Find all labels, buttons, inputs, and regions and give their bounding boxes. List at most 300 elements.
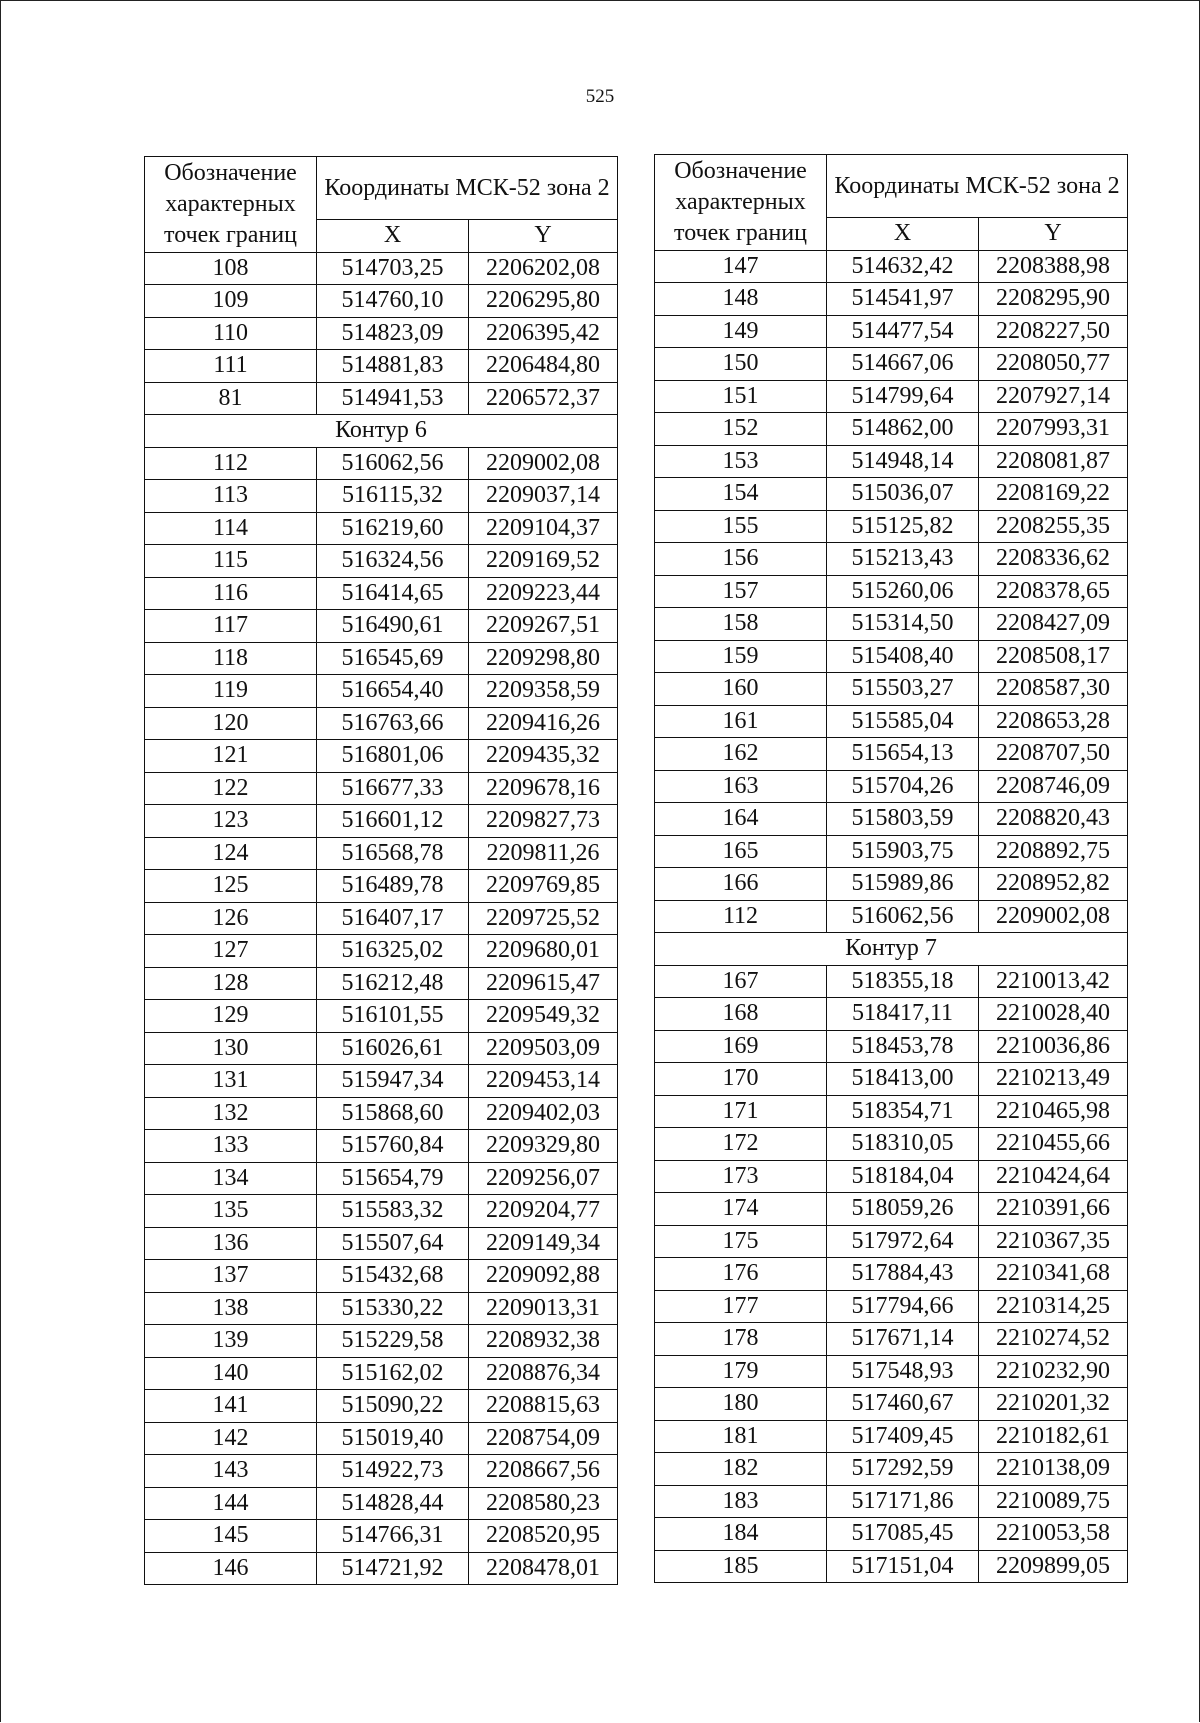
y-cell: 2210455,66 (979, 1128, 1128, 1161)
y-cell: 2210274,52 (979, 1323, 1128, 1356)
x-cell: 516062,56 (827, 900, 979, 933)
x-cell: 516325,02 (317, 935, 469, 968)
table-row (655, 250, 1128, 283)
point-cell: 118 (145, 642, 317, 675)
point-cell: 176 (655, 1258, 827, 1291)
table-row (145, 1130, 618, 1163)
table-row (655, 1128, 1128, 1161)
y-cell: 2208653,28 (979, 705, 1128, 738)
table-row (145, 935, 618, 968)
table-row (655, 705, 1128, 738)
x-cell: 517548,93 (827, 1355, 979, 1388)
point-cell: 136 (145, 1227, 317, 1260)
x-cell: 518354,71 (827, 1095, 979, 1128)
point-cell: 185 (655, 1550, 827, 1583)
table-row (655, 413, 1128, 446)
table-row (655, 1030, 1128, 1063)
point-cell: 150 (655, 348, 827, 381)
point-cell: 111 (145, 350, 317, 383)
y-cell: 2209256,07 (469, 1162, 618, 1195)
x-cell: 515903,75 (827, 835, 979, 868)
y-cell: 2206572,37 (469, 382, 618, 415)
x-cell: 516324,56 (317, 545, 469, 578)
point-cell: 166 (655, 868, 827, 901)
y-cell: 2209358,59 (469, 675, 618, 708)
x-cell: 514721,92 (317, 1552, 469, 1585)
x-cell: 518184,04 (827, 1160, 979, 1193)
table-row (145, 317, 618, 350)
table-body (145, 252, 618, 1585)
y-cell: 2208892,75 (979, 835, 1128, 868)
y-cell: 2209104,37 (469, 512, 618, 545)
x-cell: 516677,33 (317, 772, 469, 805)
table-row (145, 1065, 618, 1098)
y-cell: 2208081,87 (979, 445, 1128, 478)
point-cell: 165 (655, 835, 827, 868)
table-row (655, 868, 1128, 901)
table-row (145, 577, 618, 610)
y-cell: 2209169,52 (469, 545, 618, 578)
x-cell: 517292,59 (827, 1453, 979, 1486)
x-cell: 515583,32 (317, 1195, 469, 1228)
table-row (145, 1032, 618, 1065)
x-cell: 515654,13 (827, 738, 979, 771)
y-cell: 2210367,35 (979, 1225, 1128, 1258)
table-row (145, 512, 618, 545)
x-cell: 517085,45 (827, 1518, 979, 1551)
point-cell: 116 (145, 577, 317, 610)
header-y: Y (469, 220, 618, 253)
table-row (145, 252, 618, 285)
point-cell: 124 (145, 837, 317, 870)
table-row (145, 1390, 618, 1423)
y-cell: 2208952,82 (979, 868, 1128, 901)
y-cell: 2206395,42 (469, 317, 618, 350)
point-cell: 123 (145, 805, 317, 838)
header-x: X (827, 218, 979, 251)
table-row (145, 675, 618, 708)
point-cell: 171 (655, 1095, 827, 1128)
x-cell: 517151,04 (827, 1550, 979, 1583)
x-cell: 518413,00 (827, 1063, 979, 1096)
table-row (655, 380, 1128, 413)
y-cell: 2210201,32 (979, 1388, 1128, 1421)
x-cell: 516763,66 (317, 707, 469, 740)
x-cell: 514948,14 (827, 445, 979, 478)
table-row (655, 1193, 1128, 1226)
table-row (145, 1357, 618, 1390)
table-row (655, 575, 1128, 608)
x-cell: 516101,55 (317, 1000, 469, 1033)
x-cell: 515125,82 (827, 510, 979, 543)
point-cell: 110 (145, 317, 317, 350)
x-cell: 516490,61 (317, 610, 469, 643)
y-cell: 2208508,17 (979, 640, 1128, 673)
x-cell: 516414,65 (317, 577, 469, 610)
point-cell: 115 (145, 545, 317, 578)
y-cell: 2208520,95 (469, 1520, 618, 1553)
header-coordinates-title: Координаты МСК-52 зона 2 (317, 157, 618, 220)
table-row (145, 967, 618, 1000)
x-cell: 515760,84 (317, 1130, 469, 1163)
table-row (655, 770, 1128, 803)
point-cell: 170 (655, 1063, 827, 1096)
table-row (145, 642, 618, 675)
table-row (655, 1323, 1128, 1356)
x-cell: 516801,06 (317, 740, 469, 773)
table-row (145, 285, 618, 318)
y-cell: 2208820,43 (979, 803, 1128, 836)
x-cell: 515654,79 (317, 1162, 469, 1195)
y-cell: 2209092,88 (469, 1260, 618, 1293)
point-cell: 81 (145, 382, 317, 415)
point-cell: 179 (655, 1355, 827, 1388)
table-row (145, 610, 618, 643)
x-cell: 515408,40 (827, 640, 979, 673)
point-cell: 125 (145, 870, 317, 903)
table-row (655, 445, 1128, 478)
x-cell: 515803,59 (827, 803, 979, 836)
x-cell: 516219,60 (317, 512, 469, 545)
x-cell: 515947,34 (317, 1065, 469, 1098)
x-cell: 515330,22 (317, 1292, 469, 1325)
y-cell: 2209013,31 (469, 1292, 618, 1325)
point-cell: 159 (655, 640, 827, 673)
y-cell: 2208378,65 (979, 575, 1128, 608)
y-cell: 2209725,52 (469, 902, 618, 935)
table-row (655, 640, 1128, 673)
point-cell: 126 (145, 902, 317, 935)
table-row (655, 543, 1128, 576)
y-cell: 2208932,38 (469, 1325, 618, 1358)
table-row (655, 1550, 1128, 1583)
table-row (145, 1097, 618, 1130)
x-cell: 515090,22 (317, 1390, 469, 1423)
y-cell: 2210182,61 (979, 1420, 1128, 1453)
coordinates-table-left (144, 156, 618, 1585)
y-cell: 2209329,80 (469, 1130, 618, 1163)
y-cell: 2210424,64 (979, 1160, 1128, 1193)
table-row (655, 1225, 1128, 1258)
table-row (655, 1485, 1128, 1518)
point-cell: 173 (655, 1160, 827, 1193)
table-row (655, 348, 1128, 381)
point-cell: 117 (145, 610, 317, 643)
page-number: 525 (585, 86, 615, 107)
table-row (145, 1000, 618, 1033)
point-cell: 153 (655, 445, 827, 478)
section-label: Контур 7 (655, 933, 1128, 966)
point-cell: 157 (655, 575, 827, 608)
point-cell: 182 (655, 1453, 827, 1486)
point-cell: 137 (145, 1260, 317, 1293)
x-cell: 517460,67 (827, 1388, 979, 1421)
point-cell: 161 (655, 705, 827, 738)
point-cell: 122 (145, 772, 317, 805)
table-row (145, 1325, 618, 1358)
table-row (145, 837, 618, 870)
header-x: X (317, 220, 469, 253)
table-row (655, 1388, 1128, 1421)
point-cell: 174 (655, 1193, 827, 1226)
x-cell: 518453,78 (827, 1030, 979, 1063)
x-cell: 514823,09 (317, 317, 469, 350)
y-cell: 2208388,98 (979, 250, 1128, 283)
x-cell: 514881,83 (317, 350, 469, 383)
point-cell: 132 (145, 1097, 317, 1130)
point-cell: 139 (145, 1325, 317, 1358)
y-cell: 2208754,09 (469, 1422, 618, 1455)
y-cell: 2209037,14 (469, 480, 618, 513)
x-cell: 515019,40 (317, 1422, 469, 1455)
x-cell: 515503,27 (827, 673, 979, 706)
table-row (145, 902, 618, 935)
y-cell: 2208746,09 (979, 770, 1128, 803)
table-row (145, 480, 618, 513)
point-cell: 109 (145, 285, 317, 318)
point-cell: 135 (145, 1195, 317, 1228)
y-cell: 2210036,86 (979, 1030, 1128, 1063)
point-cell: 156 (655, 543, 827, 576)
point-cell: 140 (145, 1357, 317, 1390)
y-cell: 2209769,85 (469, 870, 618, 903)
x-cell: 514667,06 (827, 348, 979, 381)
table-body (655, 250, 1128, 1583)
x-cell: 515432,68 (317, 1260, 469, 1293)
point-cell: 108 (145, 252, 317, 285)
x-cell: 514799,64 (827, 380, 979, 413)
header-point-designation: Обозначение характерных точек границ (655, 155, 827, 251)
table-row (145, 1422, 618, 1455)
x-cell: 516026,61 (317, 1032, 469, 1065)
x-cell: 516062,56 (317, 447, 469, 480)
point-cell: 162 (655, 738, 827, 771)
table-row (145, 1487, 618, 1520)
y-cell: 2209149,34 (469, 1227, 618, 1260)
table-row (655, 998, 1128, 1031)
x-cell: 515162,02 (317, 1357, 469, 1390)
y-cell: 2209416,26 (469, 707, 618, 740)
point-cell: 184 (655, 1518, 827, 1551)
table-row (145, 740, 618, 773)
table-row (145, 1552, 618, 1585)
y-cell: 2209827,73 (469, 805, 618, 838)
table-row (145, 1227, 618, 1260)
x-cell: 514862,00 (827, 413, 979, 446)
point-cell: 154 (655, 478, 827, 511)
y-cell: 2210465,98 (979, 1095, 1128, 1128)
x-cell: 514922,73 (317, 1455, 469, 1488)
y-cell: 2206295,80 (469, 285, 618, 318)
section-row (655, 933, 1128, 966)
table-row (655, 1420, 1128, 1453)
y-cell: 2210013,42 (979, 965, 1128, 998)
point-cell: 113 (145, 480, 317, 513)
y-cell: 2209899,05 (979, 1550, 1128, 1583)
table-row (145, 1195, 618, 1228)
point-cell: 147 (655, 250, 827, 283)
point-cell: 164 (655, 803, 827, 836)
table-row (145, 1162, 618, 1195)
point-cell: 138 (145, 1292, 317, 1325)
table-row (655, 900, 1128, 933)
y-cell: 2210138,09 (979, 1453, 1128, 1486)
point-cell: 149 (655, 315, 827, 348)
y-cell: 2208427,09 (979, 608, 1128, 641)
point-cell: 178 (655, 1323, 827, 1356)
table-row (655, 510, 1128, 543)
y-cell: 2209223,44 (469, 577, 618, 610)
table-row (655, 803, 1128, 836)
y-cell: 2209298,80 (469, 642, 618, 675)
point-cell: 134 (145, 1162, 317, 1195)
table-row (655, 283, 1128, 316)
point-cell: 114 (145, 512, 317, 545)
x-cell: 517671,14 (827, 1323, 979, 1356)
table-row (145, 447, 618, 480)
y-cell: 2210341,68 (979, 1258, 1128, 1291)
y-cell: 2210213,49 (979, 1063, 1128, 1096)
table-row (655, 608, 1128, 641)
x-cell: 515704,26 (827, 770, 979, 803)
y-cell: 2207927,14 (979, 380, 1128, 413)
y-cell: 2208478,01 (469, 1552, 618, 1585)
x-cell: 514703,25 (317, 252, 469, 285)
y-cell: 2208707,50 (979, 738, 1128, 771)
point-cell: 148 (655, 283, 827, 316)
x-cell: 515229,58 (317, 1325, 469, 1358)
table-row (655, 1063, 1128, 1096)
x-cell: 516115,32 (317, 480, 469, 513)
table-row (145, 805, 618, 838)
point-cell: 142 (145, 1422, 317, 1455)
point-cell: 145 (145, 1520, 317, 1553)
point-cell: 131 (145, 1065, 317, 1098)
y-cell: 2209615,47 (469, 967, 618, 1000)
x-cell: 514477,54 (827, 315, 979, 348)
x-cell: 516601,12 (317, 805, 469, 838)
table-row (655, 315, 1128, 348)
x-cell: 517794,66 (827, 1290, 979, 1323)
x-cell: 518310,05 (827, 1128, 979, 1161)
x-cell: 515213,43 (827, 543, 979, 576)
table-row (145, 1455, 618, 1488)
y-cell: 2208667,56 (469, 1455, 618, 1488)
y-cell: 2209549,32 (469, 1000, 618, 1033)
x-cell: 517409,45 (827, 1420, 979, 1453)
x-cell: 514766,31 (317, 1520, 469, 1553)
table-row (145, 382, 618, 415)
point-cell: 144 (145, 1487, 317, 1520)
point-cell: 112 (655, 900, 827, 933)
point-cell: 175 (655, 1225, 827, 1258)
x-cell: 514541,97 (827, 283, 979, 316)
point-cell: 146 (145, 1552, 317, 1585)
y-cell: 2208336,62 (979, 543, 1128, 576)
x-cell: 517171,86 (827, 1485, 979, 1518)
y-cell: 2210232,90 (979, 1355, 1128, 1388)
x-cell: 515585,04 (827, 705, 979, 738)
x-cell: 515036,07 (827, 478, 979, 511)
y-cell: 2208580,23 (469, 1487, 618, 1520)
x-cell: 514632,42 (827, 250, 979, 283)
x-cell: 517972,64 (827, 1225, 979, 1258)
x-cell: 516489,78 (317, 870, 469, 903)
y-cell: 2209678,16 (469, 772, 618, 805)
y-cell: 2207993,31 (979, 413, 1128, 446)
header-coordinates-title: Координаты МСК-52 зона 2 (827, 155, 1128, 218)
x-cell: 518417,11 (827, 998, 979, 1031)
y-cell: 2206202,08 (469, 252, 618, 285)
y-cell: 2209435,32 (469, 740, 618, 773)
y-cell: 2209503,09 (469, 1032, 618, 1065)
point-cell: 127 (145, 935, 317, 968)
point-cell: 130 (145, 1032, 317, 1065)
x-cell: 515260,06 (827, 575, 979, 608)
point-cell: 141 (145, 1390, 317, 1423)
y-cell: 2208876,34 (469, 1357, 618, 1390)
y-cell: 2209811,26 (469, 837, 618, 870)
point-cell: 112 (145, 447, 317, 480)
y-cell: 2209002,08 (469, 447, 618, 480)
point-cell: 180 (655, 1388, 827, 1421)
table-row (655, 835, 1128, 868)
point-cell: 167 (655, 965, 827, 998)
table-row (145, 707, 618, 740)
table-row (655, 478, 1128, 511)
table-row (655, 738, 1128, 771)
y-cell: 2209267,51 (469, 610, 618, 643)
point-cell: 183 (655, 1485, 827, 1518)
y-cell: 2209453,14 (469, 1065, 618, 1098)
x-cell: 515507,64 (317, 1227, 469, 1260)
table-row (655, 673, 1128, 706)
y-cell: 2208227,50 (979, 315, 1128, 348)
y-cell: 2208815,63 (469, 1390, 618, 1423)
y-cell: 2208169,22 (979, 478, 1128, 511)
y-cell: 2210089,75 (979, 1485, 1128, 1518)
x-cell: 515314,50 (827, 608, 979, 641)
table-row (655, 1258, 1128, 1291)
point-cell: 143 (145, 1455, 317, 1488)
point-cell: 163 (655, 770, 827, 803)
y-cell: 2209402,03 (469, 1097, 618, 1130)
x-cell: 516212,48 (317, 967, 469, 1000)
y-cell: 2210028,40 (979, 998, 1128, 1031)
table-row (655, 965, 1128, 998)
y-cell: 2210314,25 (979, 1290, 1128, 1323)
table-row (145, 870, 618, 903)
x-cell: 516568,78 (317, 837, 469, 870)
table-row (145, 1520, 618, 1553)
point-cell: 152 (655, 413, 827, 446)
table-row (655, 1453, 1128, 1486)
coordinates-table-right (654, 154, 1128, 1583)
table-row (655, 1095, 1128, 1128)
x-cell: 518355,18 (827, 965, 979, 998)
table-row (655, 1355, 1128, 1388)
y-cell: 2209680,01 (469, 935, 618, 968)
y-cell: 2208587,30 (979, 673, 1128, 706)
point-cell: 169 (655, 1030, 827, 1063)
section-label: Контур 6 (145, 415, 618, 448)
point-cell: 181 (655, 1420, 827, 1453)
y-cell: 2209002,08 (979, 900, 1128, 933)
x-cell: 514828,44 (317, 1487, 469, 1520)
point-cell: 120 (145, 707, 317, 740)
table-row (655, 1290, 1128, 1323)
x-cell: 516654,40 (317, 675, 469, 708)
